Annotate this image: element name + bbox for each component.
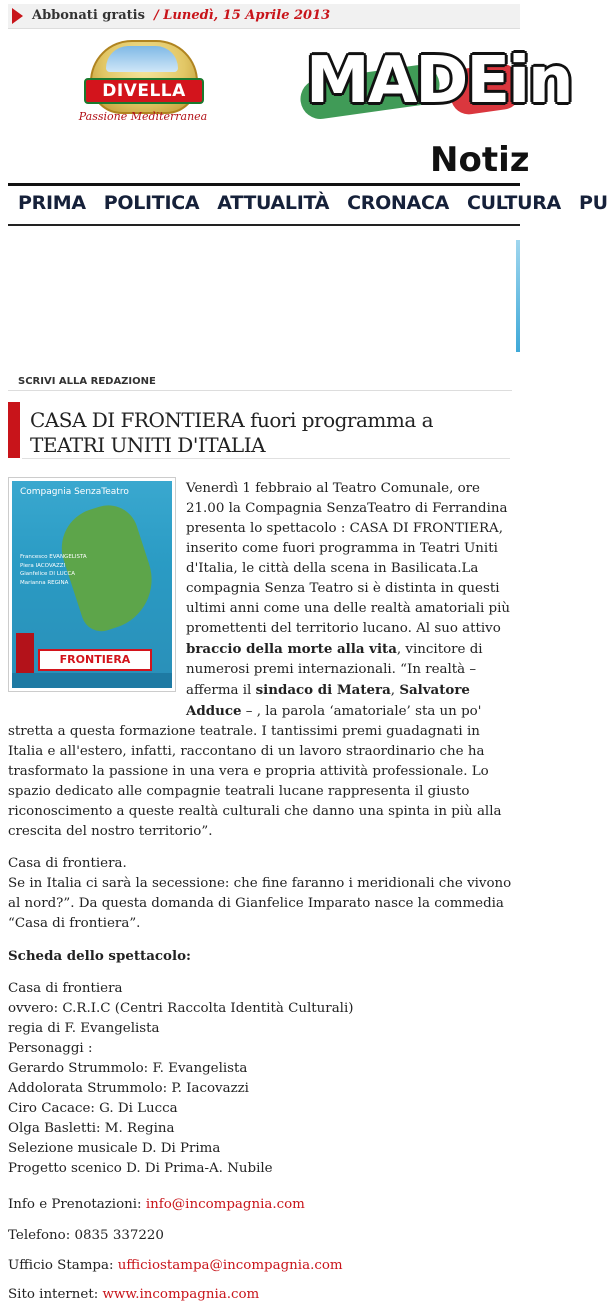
divider [8, 390, 512, 391]
nav-item-pu[interactable]: PU [578, 192, 608, 214]
text-run: – , la parola ‘amatoriale’ sta un po' stretta a questa formazione teatrale. I tantissimi premi guadagnati in Italia e all'estero, infatti, raccontano di un lavoro straordinario che ha trasformato la passione in una vera e propria attività professionale. Lo spazio dedicato alle compagnie teatrali lucane rappresenta il giusto riconoscimento a queste realtà culturali che danno una spinta in più alla crescita del nostro territorio”. [8, 704, 502, 839]
nav-item-attualita[interactable]: ATTUALITÀ [217, 192, 330, 214]
phone-line: Telefono: 0835 337220 [8, 1228, 164, 1243]
poster-cast-name: Francesco EVANGELISTA [20, 554, 87, 560]
article-body [8, 479, 512, 1179]
website-label: Sito internet: [8, 1287, 103, 1302]
info-line [8, 1195, 512, 1215]
scheda-line: Selezione musicale D. Di Prima [8, 1141, 221, 1156]
madein-logo[interactable] [300, 42, 572, 132]
spacer [8, 934, 512, 946]
flag-icon [12, 8, 23, 24]
article-header [8, 402, 512, 458]
subscribe-link[interactable]: Abbonati gratis [32, 8, 145, 23]
article-paragraph [8, 854, 512, 934]
date-label: / Lunedì, 15 Aprile 2013 [154, 8, 331, 23]
nav-item-politica[interactable]: POLITICA [103, 192, 200, 214]
madein-wordmark: MADEin [306, 44, 572, 118]
site-title-partial: Notiz [430, 140, 530, 180]
spacer [8, 842, 512, 854]
headline-accent-bar [8, 402, 20, 458]
poster-cast-name: Piera IACOVAZZI [20, 562, 66, 569]
bold-text: braccio della morte alla vita [186, 641, 397, 657]
text-run: Venerdì 1 febbraio al Teatro Comunale, ore 21.00 la Compagnia SenzaTeatro di Ferrandina presenta lo spettacolo : CASA DI FRONTIERA, inserito come fuori programma in Teatri Uniti d'Italia, le città della scena in Basilicata.La compagnia Senza Teatro si è distinta in questi ultimi anni come una delle realtà amatoriali più promettenti del territorio lucano. Al suo attivo [186, 481, 511, 636]
scheda-line: Gerardo Strummolo: F. Evangelista [8, 1061, 248, 1076]
scheda-line: Progetto scenico D. Di Prima-A. Nubile [8, 1161, 273, 1176]
image-float-spacer [8, 479, 186, 717]
poster-company-title: Compagnia SenzaTeatro [20, 487, 129, 497]
divella-sky-graphic [106, 46, 178, 72]
info-label: Info e Prenotazioni: [8, 1197, 146, 1212]
website-line [8, 1285, 512, 1305]
scheda-line: Olga Basletti: M. Regina [8, 1121, 175, 1136]
scheda-line: Casa di frontiera [8, 981, 123, 996]
bold-text: Salvatore Adduce [186, 682, 470, 719]
text-run: , [390, 683, 400, 698]
side-banner-edge[interactable] [516, 240, 520, 352]
scheda-list [8, 979, 512, 1179]
nav-top-rule [8, 183, 520, 186]
poster-show-logo: FRONTIERA [38, 649, 152, 671]
nav-bottom-rule [8, 224, 520, 226]
divella-brand-name: DIVELLA [84, 78, 204, 104]
nav-item-cultura[interactable]: CULTURA [467, 192, 561, 214]
text-run: Casa di frontiera. [8, 856, 127, 871]
poster-cast-name: Gianfelice DI LUCCA [20, 571, 76, 577]
press-email-link[interactable]: ufficiostampa@incompagnia.com [117, 1258, 343, 1273]
scheda-line: regia di F. Evangelista [8, 1021, 160, 1036]
write-to-editor-link[interactable]: SCRIVI ALLA REDAZIONE [18, 376, 156, 387]
scheda-line: Addolorata Strummolo: P. Iacovazzi [8, 1081, 249, 1096]
text-run: , vincitore di numerosi premi internazionali. “In realtà – afferma il [186, 642, 483, 698]
nav-item-prima[interactable]: PRIMA [18, 192, 86, 214]
spacer [8, 967, 512, 979]
press-label: Ufficio Stampa: [8, 1258, 118, 1273]
scheda-line: Ciro Cacace: G. Di Lucca [8, 1101, 178, 1116]
bold-text: sindaco di Matera [255, 682, 391, 698]
scheda-heading [8, 946, 512, 967]
press-line [8, 1256, 512, 1276]
bold-text: Scheda dello spettacolo: [8, 948, 191, 964]
scheda-line: Personaggi : [8, 1041, 93, 1056]
poster-cast-name: Marianna REGINA [20, 579, 69, 586]
website-link[interactable]: www.incompagnia.com [102, 1287, 260, 1302]
article-title: CASA DI FRONTIERA fuori programma a TEATRI UNITI D'ITALIA [30, 408, 434, 457]
info-email-link[interactable]: info@incompagnia.com [145, 1197, 305, 1212]
nav-item-cronaca[interactable]: CRONACA [347, 192, 449, 214]
divella-tagline: Passione Mediterranea [78, 110, 208, 123]
text-run: Se in Italia ci sarà la secessione: che fine faranno i meridionali che vivono al nord?”. Da questa domanda di Gianfelice Imparato nasce la commedia “Casa di frontiera”. [8, 876, 512, 931]
top-bar [8, 4, 520, 29]
headline-underline [22, 458, 510, 459]
scheda-line: ovvero: C.R.I.C (Centri Raccolta Identità Culturali) [8, 1001, 354, 1016]
divella-logo[interactable] [78, 36, 208, 132]
main-nav [8, 188, 608, 224]
